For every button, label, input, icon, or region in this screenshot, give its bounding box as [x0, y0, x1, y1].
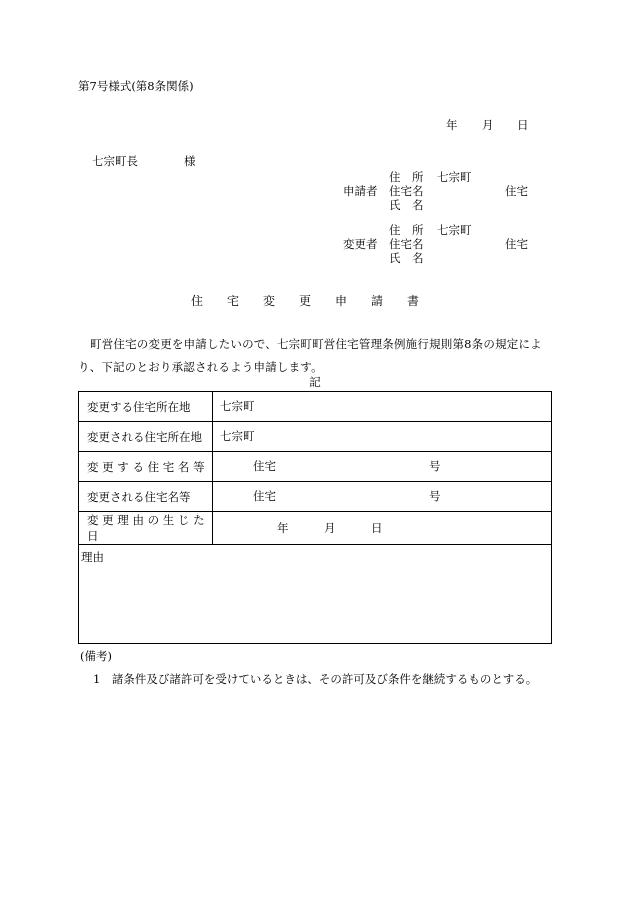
document-title: 住宅変更申請書 [190, 294, 443, 308]
applicant-address-value: 七宗町 [437, 170, 472, 184]
row-label: 変更される住宅所在地 [79, 422, 213, 452]
changer-label: 変更者 [343, 237, 378, 251]
note-item: 1 諸条件及び諸許可を受けているときは、その許可及び条件を継続するものとする。 [93, 672, 538, 686]
row-label: 変 更 理 由 の 生 じ た 日 [79, 512, 213, 545]
row-value-cell [213, 422, 552, 452]
row-house-label: 住宅 [253, 459, 276, 473]
changer-name-label: 氏 名 [389, 251, 424, 265]
changer-address-label: 住 所 [389, 223, 424, 237]
body-paragraph: 町営住宅の変更を申請したいので、七宗町町営住宅管理条例施行規則第8条の規定により、下記のとおり承認されるよう申請します。 [78, 337, 542, 374]
applicant-house-suffix: 住宅 [505, 184, 528, 198]
table-row [79, 512, 552, 545]
date-year-label: 年 [446, 118, 458, 132]
table-row [79, 392, 552, 422]
row-value-cell [213, 512, 552, 545]
row-house-label: 住宅 [253, 489, 276, 503]
row-label: 変更する住宅所在地 [79, 392, 213, 422]
row-value-cell [213, 392, 552, 422]
row-number-label: 号 [429, 459, 441, 473]
recipient-suffix: 様 [184, 154, 196, 168]
recipient-name: 七宗町長 [92, 154, 138, 168]
form-number: 第7号様式(第8条関係) [78, 79, 194, 93]
changer-address-value: 七宗町 [437, 223, 472, 237]
application-table [78, 391, 552, 644]
changer-house-label: 住宅名 [389, 237, 424, 251]
row-value-cell [213, 482, 552, 512]
row-number-label: 号 [429, 489, 441, 503]
row-value-cell [213, 452, 552, 482]
table-row [79, 545, 552, 644]
row-label: 変 更 す る 住 宅 名 等 [79, 452, 213, 482]
row-label: 変更される住宅名等 [79, 482, 213, 512]
table-row [79, 482, 552, 512]
applicant-label: 申請者 [343, 184, 378, 198]
table-row [79, 452, 552, 482]
row-value: 七宗町 [220, 399, 255, 413]
changer-house-suffix: 住宅 [505, 237, 528, 251]
applicant-house-label: 住宅名 [389, 184, 424, 198]
row-month-label: 月 [324, 520, 336, 535]
table-row [79, 422, 552, 452]
date-day-label: 日 [517, 118, 529, 132]
row-value: 七宗町 [220, 429, 255, 443]
date-month-label: 月 [482, 118, 494, 132]
applicant-name-label: 氏 名 [389, 198, 424, 212]
applicant-address-label: 住 所 [389, 170, 424, 184]
reason-label: 理由 [81, 550, 104, 564]
row-day-label: 日 [371, 520, 383, 535]
row-year-label: 年 [277, 520, 289, 535]
notes-title: (備考) [80, 649, 112, 663]
ki-marker: 記 [309, 375, 321, 389]
reason-cell [79, 545, 552, 644]
